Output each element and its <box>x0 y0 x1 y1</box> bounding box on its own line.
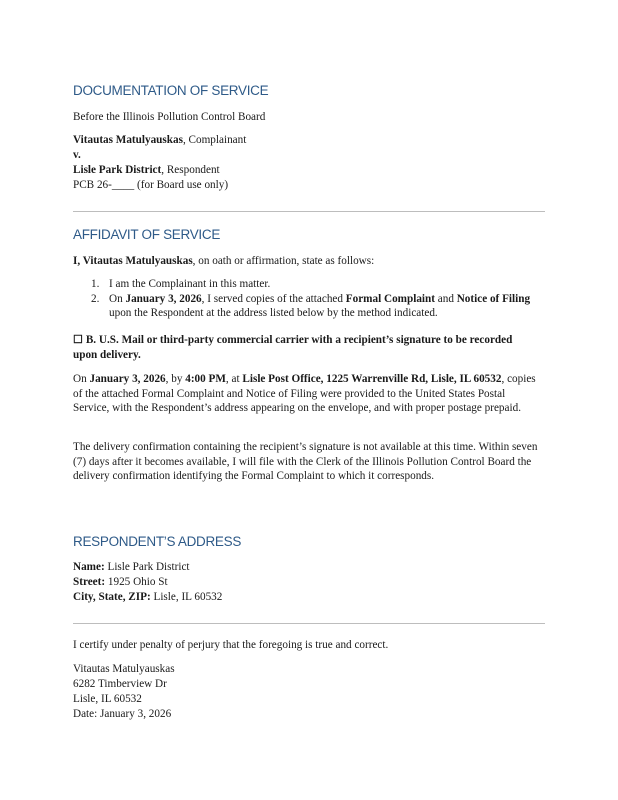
service-by: , by <box>165 373 186 385</box>
complainant-name: Vitautas Matulyauskas <box>73 134 183 146</box>
service-date-2: January 3, 2026 <box>89 373 166 385</box>
street-label: Street: <box>73 576 106 588</box>
name-label: Name: <box>73 561 105 573</box>
item-text-and: and <box>434 292 457 305</box>
city-value: Lisle, IL 60532 <box>153 591 223 603</box>
certification-statement: I certify under penalty of perjury that the foregoing is true and correct. <box>73 639 389 651</box>
item-text-pre: On <box>109 292 126 305</box>
complainant-role: , Complainant <box>182 134 247 146</box>
affidavit-list <box>73 277 545 321</box>
doc-notice-of-filing: Notice of Filing <box>456 292 531 305</box>
street-value: 1925 Ohio St <box>107 576 168 588</box>
respondent-name: Lisle Park District <box>73 164 162 176</box>
item-text-post: upon the Respondent at the address listed below by the method indicated. <box>109 307 438 320</box>
case-number: PCB 26-____ (for Board use only) <box>73 179 229 191</box>
affiant-name: I, Vitautas Matulyauskas <box>73 255 193 267</box>
service-date: January 3, 2026 <box>125 292 202 305</box>
board-line: Before the Illinois Pollution Control Board <box>73 111 266 123</box>
list-item <box>73 292 545 321</box>
heading-affidavit-of-service: AFFIDAVIT OF SERVICE <box>73 227 221 242</box>
list-item <box>73 277 545 292</box>
respondent-role: , Respondent <box>161 164 220 176</box>
service-location: Lisle Post Office, 1225 Warrenville Rd, Lisle, IL 60532 <box>242 373 502 385</box>
versus-text: v. <box>73 149 81 161</box>
service-method-checkbox-line: ☐ B. U.S. Mail or third-party commercial carrier with a recipient’s signature to be recorded upon delivery. <box>73 334 513 361</box>
list-text: I am the Complainant in this matter. <box>109 278 271 290</box>
name-value: Lisle Park District <box>107 561 190 573</box>
item-text-mid: , I served copies of the attached <box>201 292 346 305</box>
intro-text: , on oath or affirmation, state as follows: <box>192 255 375 267</box>
address-street-line <box>73 575 168 589</box>
address-city-line <box>73 590 222 604</box>
address-name-line <box>73 560 190 574</box>
heading-documentation-of-service: DOCUMENTATION OF SERVICE <box>73 83 269 98</box>
heading-respondents-address: RESPONDENT’S ADDRESS <box>73 534 242 549</box>
divider-2 <box>73 623 545 624</box>
affidavit-intro <box>73 254 374 268</box>
signer-address-2: Lisle, IL 60532 <box>73 693 142 705</box>
city-label: City, State, ZIP: <box>73 591 151 603</box>
service-at: , at <box>225 373 243 385</box>
signature-date: Date: January 3, 2026 <box>73 708 172 720</box>
signer-name: Vitautas Matulyauskas <box>73 663 175 675</box>
confirmation-paragraph: The delivery confirmation containing the recipient’s signature is not available at this time. Within seven (7) days after it becomes available, I will file with the Clerk of the Illinois Pollution Control Board the delivery confirmation identifying the Formal Complaint to which it corresponds. <box>73 441 538 483</box>
list-number: 1. <box>91 278 100 290</box>
service-pre: On <box>73 373 90 385</box>
doc-formal-complaint: Formal Complaint <box>345 292 435 305</box>
list-number: 2. <box>91 292 100 305</box>
respondent-line <box>73 163 220 177</box>
service-rest: , copies of the attached Formal Complaint and Notice of Filing were provided to the United States Postal Service, with the Respondent’s address appearing on the envelope, and with proper postage prepaid. <box>73 373 536 415</box>
service-paragraph <box>73 372 538 416</box>
signer-address-1: 6282 Timberview Dr <box>73 678 167 690</box>
divider-1 <box>73 211 545 212</box>
complainant-line <box>73 133 246 147</box>
service-time: 4:00 PM <box>185 373 226 385</box>
